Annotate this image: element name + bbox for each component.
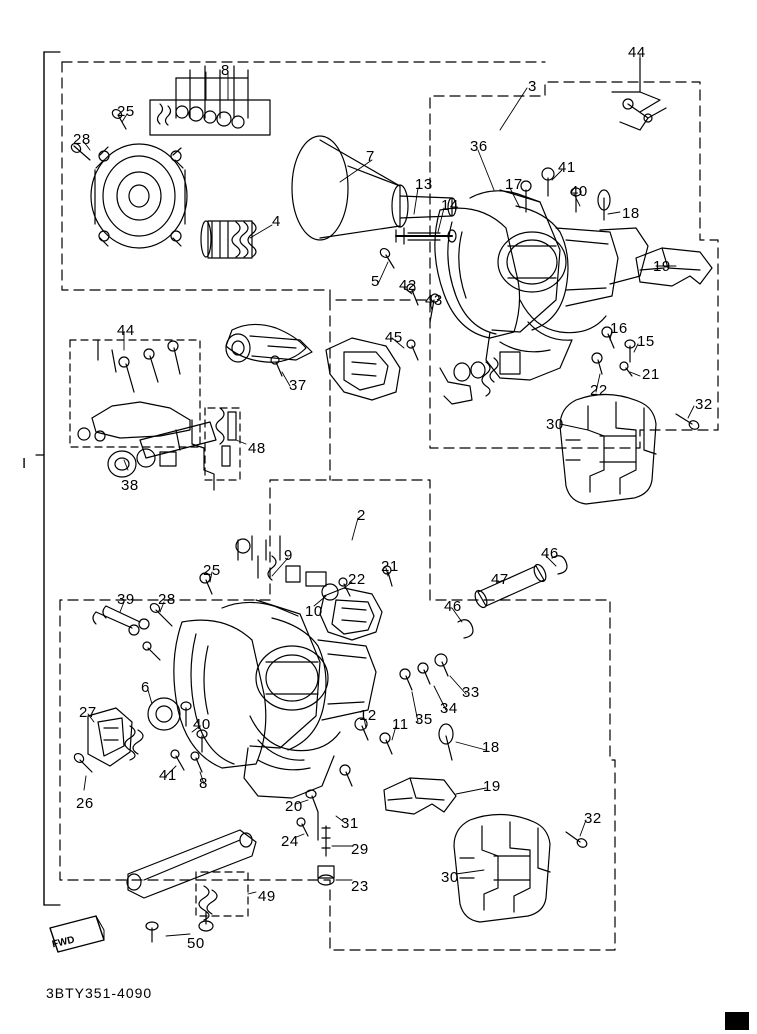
- callout-30-upper: 30: [546, 416, 564, 433]
- callout-4: 4: [272, 213, 281, 230]
- callout-35: 35: [415, 711, 433, 728]
- callout-22-upper: 22: [590, 382, 608, 399]
- callout-50: 50: [187, 935, 205, 952]
- callout-36: 36: [470, 138, 488, 155]
- callout-13: 13: [415, 176, 433, 193]
- callout-29: 29: [351, 841, 369, 858]
- callout-9: 9: [284, 547, 293, 564]
- callout-24: 24: [281, 833, 299, 850]
- callout-25-lower: 25: [203, 562, 221, 579]
- callout-11: 11: [392, 716, 409, 733]
- callout-2: 2: [357, 507, 366, 524]
- callout-12: 12: [359, 707, 377, 724]
- callout-44-left: 44: [117, 322, 135, 339]
- callout-3: 3: [528, 78, 537, 95]
- callout-40-lower: 40: [193, 716, 211, 733]
- callout-8: 8: [221, 62, 230, 79]
- callout-32-upper: 32: [695, 396, 713, 413]
- callout-21-upper: 21: [642, 366, 660, 383]
- callout-14: 14: [441, 197, 459, 214]
- callout-16: 16: [610, 320, 628, 337]
- callout-19-upper: 19: [653, 258, 671, 275]
- callout-48: 48: [248, 440, 266, 457]
- callout-43: 43: [425, 292, 443, 309]
- callout-21-lower: 21: [381, 558, 399, 575]
- callout-22-lower: 22: [348, 571, 366, 588]
- callout-26: 26: [76, 795, 94, 812]
- fwd-direction-label: FWD: [51, 934, 76, 951]
- callout-47: 47: [491, 571, 509, 588]
- callout-46-lower: 46: [444, 598, 462, 615]
- corner-registration-mark: [725, 1012, 749, 1030]
- callout-39: 39: [117, 591, 135, 608]
- callout-34: 34: [440, 700, 458, 717]
- callout-18-upper: 18: [622, 205, 640, 222]
- callout-23: 23: [351, 878, 369, 895]
- callout-45: 45: [385, 329, 403, 346]
- callout-17: 17: [505, 176, 523, 193]
- callout-31: 31: [341, 815, 359, 832]
- callout-41-lower: 41: [159, 767, 177, 784]
- callout-40-upper: 40: [570, 183, 588, 200]
- part-code-label: 3BTY351-4090: [46, 985, 153, 1001]
- callout-25-upper: 25: [117, 103, 135, 120]
- callout-15: 15: [637, 333, 655, 350]
- callout-28-lower: 28: [158, 591, 176, 608]
- callout-38: 38: [121, 477, 139, 494]
- callout-33: 33: [462, 684, 480, 701]
- callout-6: 6: [141, 679, 150, 696]
- callout-20: 20: [285, 798, 303, 815]
- callout-8-lower: 8: [199, 775, 208, 792]
- callout-42: 42: [399, 277, 417, 294]
- callout-5: 5: [371, 273, 380, 290]
- callout-30-lower: 30: [441, 869, 459, 886]
- callout-32-lower: 32: [584, 810, 602, 827]
- callout-7: 7: [366, 148, 375, 165]
- callout-41-upper: 41: [558, 159, 576, 176]
- callout-18-lower: 18: [482, 739, 500, 756]
- callout-44-top: 44: [628, 44, 646, 61]
- callout-19-lower: 19: [483, 778, 501, 795]
- callout-46-upper: 46: [541, 545, 559, 562]
- callout-37: 37: [289, 377, 307, 394]
- group-bracket-label: I: [22, 455, 27, 472]
- callout-10: 10: [305, 603, 323, 620]
- callout-49: 49: [258, 888, 276, 905]
- callout-28-upper: 28: [73, 131, 91, 148]
- callout-27: 27: [79, 704, 97, 721]
